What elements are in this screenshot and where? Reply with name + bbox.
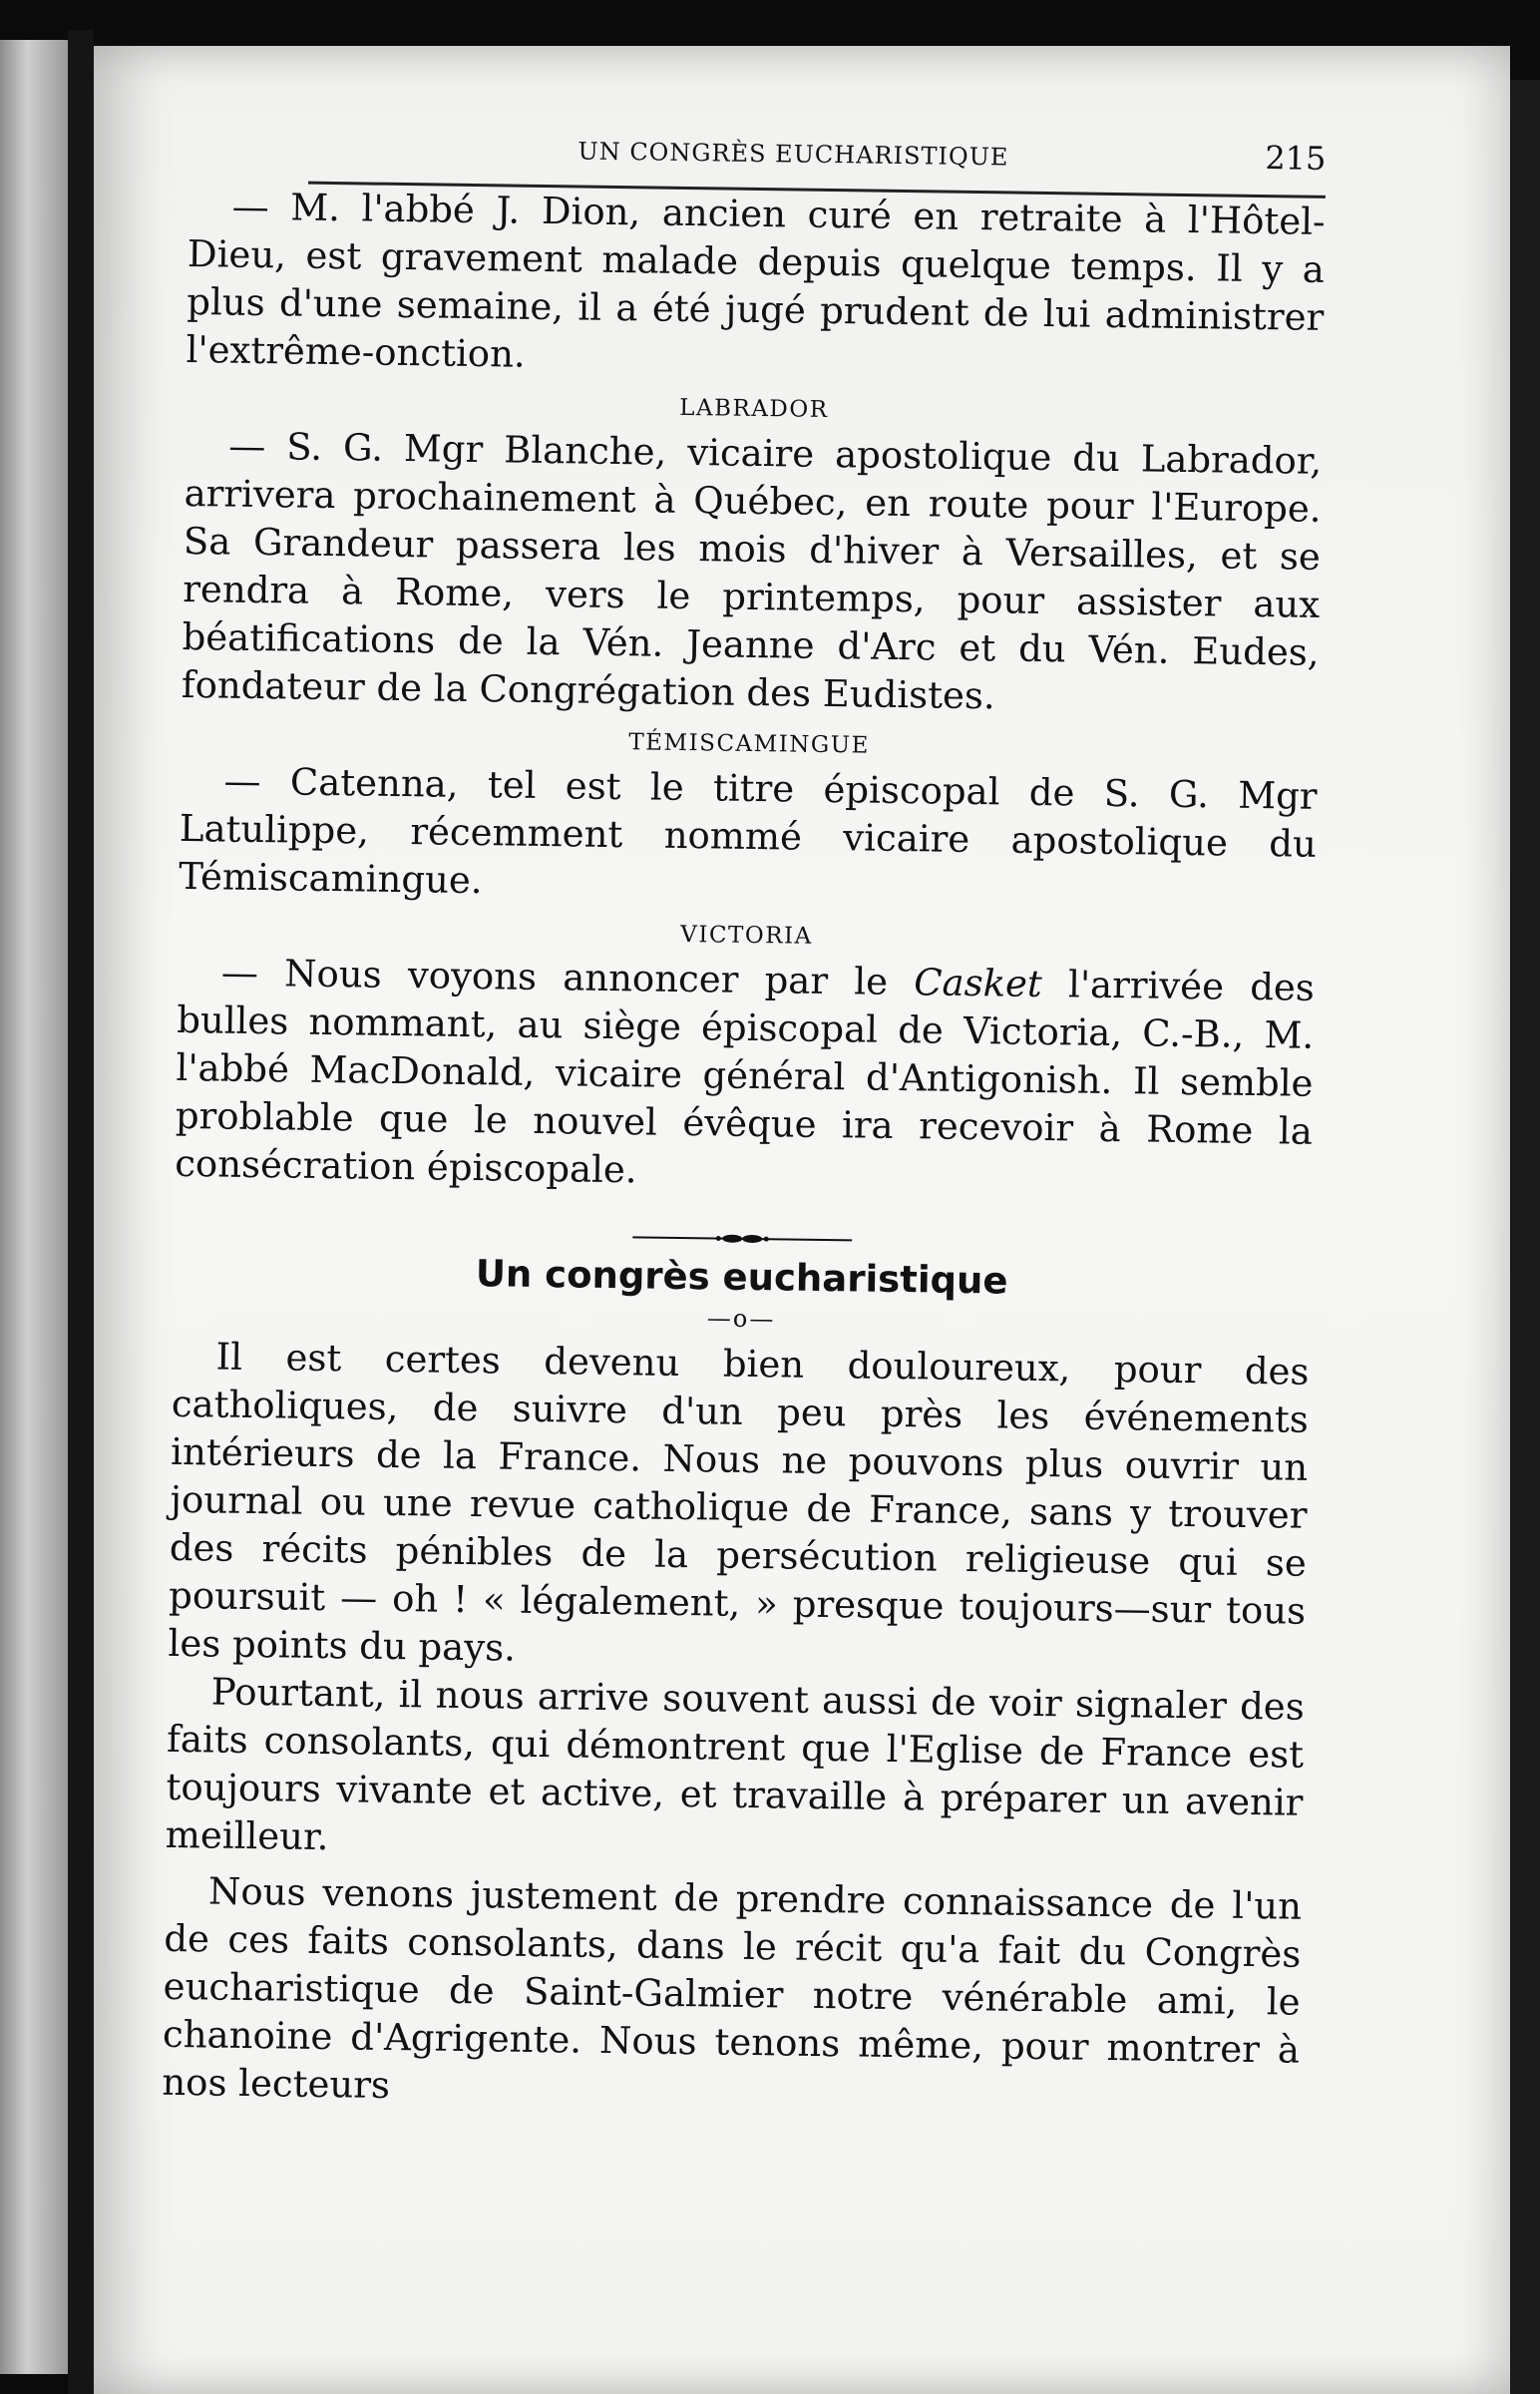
book-gutter — [68, 30, 94, 2394]
adjacent-page-edge — [0, 40, 68, 2374]
page-text-block — [162, 110, 1327, 2123]
section-heading-labrador: LABRADOR — [679, 394, 829, 423]
article-paragraph-2: Pourtant, il nous arrive souvent aussi de voir signaler des faits consolants, qui démontrent que l'Eglise de France est toujours vivante et active, et travaille à préparer un avenir meilleur. — [165, 1670, 1306, 1859]
ornamental-rule — [632, 1230, 852, 1247]
paragraph-victoria — [175, 949, 1315, 1204]
victoria-text-end: l'arrivée des bulles nommant, au siège épiscopal de Victoria, C.-B., M. l'abbé MacDonald, vicaire général d'Antigonish. Il semble problable que le nouvel évêque ira recevoir à Rome la consécration épiscopale. — [174, 963, 1316, 1192]
running-head — [308, 112, 1327, 199]
section-heading-temiscamingue: TÉMISCAMINGUE — [628, 729, 871, 759]
victoria-text-start: — Nous voyons annoncer par le — [220, 951, 915, 1004]
paragraph-dion: — M. l'abbé J. Dion, ancien curé en retraite à l'Hôtel-Dieu, est gravement malade depuis quelque temps. Il y a plus d'une semaine, il a été jugé prudent de lui administrer l'extrême-onction. — [186, 185, 1326, 376]
paragraph-temiscamingue: — Catenna, tel est le titre épiscopal de S. G. Mgr Latulippe, récemment nommé vicaire apostolique du Témiscamingue. — [178, 759, 1318, 903]
article-paragraph-1: Il est certes devenu bien douloureux, pour des catholiques, de suivre d'un peu près les événements intérieurs de la France. Nous ne pouvons plus ouvrir un journal ou une revue catholique de France, sans y trouver des récits pénibles de la persécution religieuse qui se poursuit — oh ! « légalement, » presque toujours—sur tous les points du pays. — [168, 1335, 1310, 1670]
casket-journal-name: Casket — [913, 961, 1043, 1006]
page-number: 215 — [1265, 139, 1327, 178]
page-edge-shadow — [1510, 80, 1540, 2394]
title-separator: —o— — [706, 1304, 776, 1334]
article-title: Un congrès eucharistique — [475, 1252, 1008, 1303]
section-heading-victoria: VICTORIA — [680, 921, 813, 950]
running-title: UN CONGRÈS EUCHARISTIQUE — [578, 137, 1009, 172]
paragraph-labrador: — S. G. Mgr Blanche, vicaire apostolique du Labrador, arrivera prochainement à Québec, en route pour l'Europe. Sa Grandeur passera les mois d'hiver à Versailles, et se rendra à Rome, vers le printemps, pour assister aux béatifications de la Vén. Jeanne d'Arc et du Vén. Eudes, fondateur de la Congrégation des Eudistes. — [181, 424, 1323, 718]
article-paragraph-3: Nous venons justement de prendre connaissance de l'un de ces faits consolants, dans le récit qu'a fait du Congrès eucharistique de Saint-Galmier notre vénérable ami, le chanoine d'Agrigente. Nous tenons même, pour montrer à nos lecteurs — [162, 1869, 1303, 2107]
